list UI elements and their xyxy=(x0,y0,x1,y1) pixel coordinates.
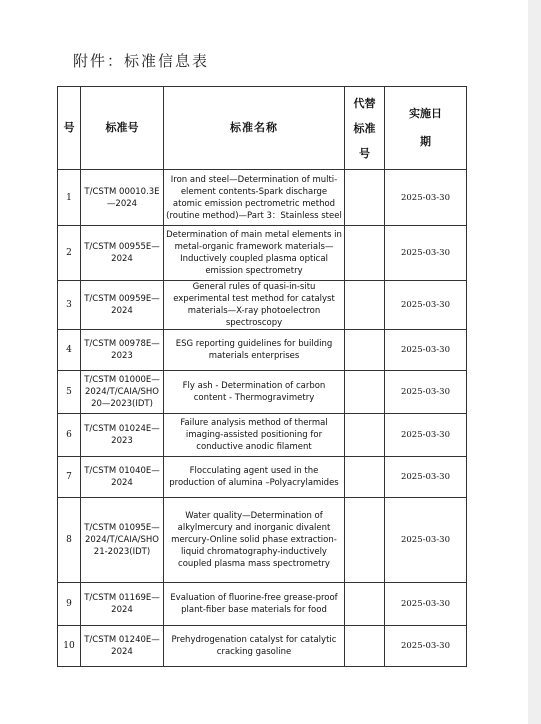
row-number: 5 xyxy=(58,371,81,414)
row-number: 8 xyxy=(58,498,81,583)
table-row xyxy=(58,330,467,371)
header-replaced-line2: 标准 xyxy=(353,121,376,135)
row-number: 3 xyxy=(58,281,81,330)
row-number: 10 xyxy=(58,626,81,667)
standard-name: ESG reporting guidelines for building materials enterprises xyxy=(164,330,345,371)
implementation-date: 2025-03-30 xyxy=(385,330,467,371)
replaced-standard xyxy=(345,330,385,371)
header-implementation-date xyxy=(385,87,467,170)
implementation-date: 2025-03-30 xyxy=(385,281,467,330)
replaced-standard xyxy=(345,457,385,498)
standard-name: Fly ash - Determination of carbon content - Thermogravimetry xyxy=(164,371,345,414)
table-row xyxy=(58,583,467,626)
header-replaced-line1: 代替 xyxy=(353,96,376,110)
replaced-standard xyxy=(345,414,385,457)
implementation-date: 2025-03-30 xyxy=(385,498,467,583)
header-no: 号 xyxy=(58,87,81,170)
header-standard-code: 标准号 xyxy=(81,87,164,170)
header-date-line2: 期 xyxy=(420,135,431,148)
replaced-standard xyxy=(345,626,385,667)
implementation-date: 2025-03-30 xyxy=(385,626,467,667)
standard-name: General rules of quasi-in-situ experimental test method for catalyst materials—X-ray photoelectron spectroscopy xyxy=(164,281,345,330)
table-row xyxy=(58,414,467,457)
header-replaced-standard xyxy=(345,87,385,170)
standard-name: Flocculating agent used in the production of alumina –Polyacrylamides xyxy=(164,457,345,498)
header-date-line1: 实施日 xyxy=(409,107,442,120)
implementation-date: 2025-03-30 xyxy=(385,170,467,226)
table-row xyxy=(58,281,467,330)
implementation-date: 2025-03-30 xyxy=(385,414,467,457)
page-margin-strip xyxy=(528,0,541,724)
standard-code: T/CSTM 01040E—2024 xyxy=(81,457,164,498)
replaced-standard xyxy=(345,281,385,330)
replaced-standard xyxy=(345,583,385,626)
standard-code: T/CSTM 00959E—2024 xyxy=(81,281,164,330)
row-number: 4 xyxy=(58,330,81,371)
table-row xyxy=(58,371,467,414)
implementation-date: 2025-03-30 xyxy=(385,226,467,281)
header-standard-name: 标准名称 xyxy=(164,87,345,170)
standard-name: Prehydrogenation catalyst for catalytic cracking gasoline xyxy=(164,626,345,667)
implementation-date: 2025-03-30 xyxy=(385,457,467,498)
standard-code: T/CSTM 01095E—2024/T/CAIA/SHO21-2023(IDT) xyxy=(81,498,164,583)
standard-name: Determination of main metal elements in metal-organic framework materials—Inductively coupled plasma optical emission spectrometry xyxy=(164,226,345,281)
table-row xyxy=(58,498,467,583)
header-replaced-line3: 号 xyxy=(359,146,370,160)
standard-code: T/CSTM 01240E—2024 xyxy=(81,626,164,667)
standard-code: T/CSTM 00955E—2024 xyxy=(81,226,164,281)
standard-info-table xyxy=(57,86,467,667)
table-row xyxy=(58,626,467,667)
table-row xyxy=(58,457,467,498)
standard-name: Water quality—Determination of alkylmercury and inorganic divalent mercury-Online solid phase extraction-liquid chromatography-inductively coupled plasma mass spectrometry xyxy=(164,498,345,583)
row-number: 7 xyxy=(58,457,81,498)
replaced-standard xyxy=(345,170,385,226)
implementation-date: 2025-03-30 xyxy=(385,371,467,414)
standard-name: Evaluation of fluorine-free grease-proof plant-fiber base materials for food xyxy=(164,583,345,626)
row-number: 9 xyxy=(58,583,81,626)
standard-name: Iron and steel—Determination of multi-element contents-Spark discharge atomic emission pectrometric method (routine method)—Part 3：Stainless steel xyxy=(164,170,345,226)
standard-name: Failure analysis method of thermal imaging-assisted positioning for conductive anodic filament xyxy=(164,414,345,457)
row-number: 6 xyxy=(58,414,81,457)
standard-code: T/CSTM 00010.3E—2024 xyxy=(81,170,164,226)
row-number: 1 xyxy=(58,170,81,226)
replaced-standard xyxy=(345,498,385,583)
standard-code: T/CSTM 01024E—2023 xyxy=(81,414,164,457)
standard-code: T/CSTM 00978E—2023 xyxy=(81,330,164,371)
table-row xyxy=(58,226,467,281)
row-number: 2 xyxy=(58,226,81,281)
standard-code: T/CSTM 01000E—2024/T/CAIA/SHO20—2023(IDT) xyxy=(81,371,164,414)
implementation-date: 2025-03-30 xyxy=(385,583,467,626)
table-row xyxy=(58,170,467,226)
standard-code: T/CSTM 01169E—2024 xyxy=(81,583,164,626)
attachment-heading: 附件：标准信息表 xyxy=(73,52,210,70)
replaced-standard xyxy=(345,371,385,414)
table-header-row xyxy=(58,87,467,170)
replaced-standard xyxy=(345,226,385,281)
